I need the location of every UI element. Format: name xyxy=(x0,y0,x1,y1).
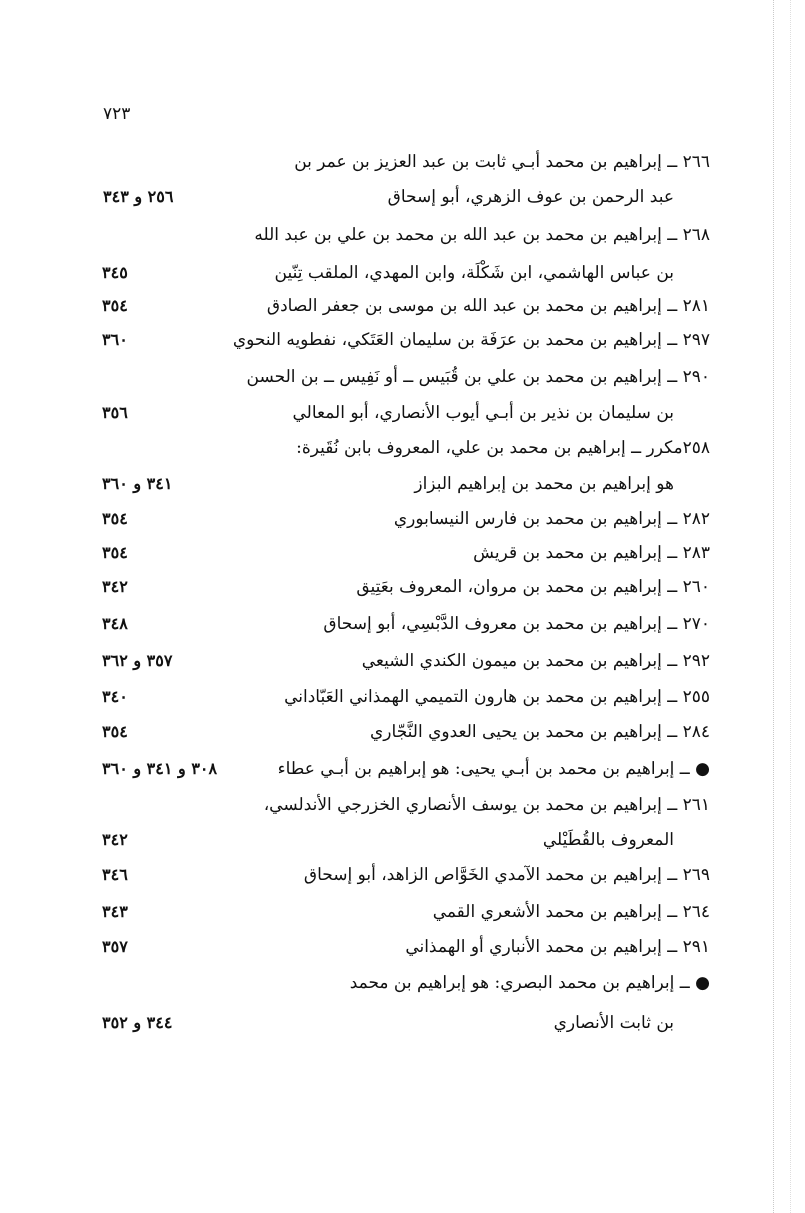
list-item xyxy=(100,220,710,254)
page-ref: ٣٤٠ xyxy=(102,687,128,706)
entry-text: ٢٦١ ــ إبراهيم بن محمد بن يوسف الأنصاري الخزرجي الأندلسي، xyxy=(263,795,710,815)
page-ref: ٢٥٦ و ٣٤٣ xyxy=(103,187,174,206)
page-ref: ٣٥٧ و ٣٦٢ xyxy=(102,651,173,670)
entry-text: ٢٨٢ ــ إبراهيم بن محمد بن فارس النيسابوري xyxy=(393,509,710,529)
page-ref: ٣٥٤ xyxy=(102,722,128,741)
page-ref: ٣٤٦ xyxy=(102,865,128,884)
entry-text: ٢٩٧ ــ إبراهيم بن محمد بن عرَفَة بن سليمان العَتَكي، نفطويه النحوي xyxy=(232,330,710,350)
list-item xyxy=(100,469,710,503)
page-ref: ٣٤٥ xyxy=(102,263,128,282)
list-item xyxy=(100,182,710,216)
page-ref: ٣٤٢ xyxy=(102,830,128,849)
page-ref: ٣٤٢ xyxy=(102,577,128,596)
entry-text: هو إبراهيم بن محمد بن إبراهيم البزاز xyxy=(414,474,674,494)
entry-text: ٢٨١ ــ إبراهيم بن محمد بن عبد الله بن موسى بن جعفر الصادق xyxy=(266,296,710,316)
list-item xyxy=(100,258,710,292)
entry-text: ٢٦٦ ــ إبراهيم بن محمد أبـي ثابت بن عبد العزيز بن عمر بن xyxy=(294,152,710,172)
page-ref: ٣٥٤ xyxy=(102,543,128,562)
list-item xyxy=(100,147,710,181)
list-item xyxy=(100,968,710,1002)
entry-text: ٢٨٣ ــ إبراهيم بن محمد بن قريش xyxy=(473,543,710,563)
list-item xyxy=(100,362,710,396)
page-number: ٧٢٣ xyxy=(103,104,131,124)
list-item xyxy=(100,325,710,359)
page-ref: ٣٠٨ و ٣٤١ و ٣٦٠ xyxy=(102,759,218,778)
page-ref: ٣٤٤ و ٣٥٢ xyxy=(102,1013,173,1032)
list-item xyxy=(100,932,710,966)
list-item xyxy=(100,433,710,467)
list-item xyxy=(100,398,710,432)
page-ref: ٣٥٤ xyxy=(102,296,128,315)
entry-text: ٢٦٤ ــ إبراهيم بن محمد الأشعري القمي xyxy=(432,902,710,922)
list-item xyxy=(100,897,710,931)
list-item xyxy=(100,754,710,788)
page-ref: ٣٥٧ xyxy=(102,937,128,956)
entry-text: عبد الرحمن بن عوف الزهري، أبو إسحاق xyxy=(387,187,674,207)
page-edge-line xyxy=(773,0,774,1213)
entry-text: ٢٦٠ ــ إبراهيم بن محمد بن مروان، المعروف بعَتِيق xyxy=(356,577,710,597)
entry-text: المعروف بالقُطَيْلي xyxy=(542,830,674,850)
entry-text: بن ثابت الأنصاري xyxy=(553,1013,674,1033)
page-ref: ٣٥٦ xyxy=(102,403,128,422)
page-ref: ٣٦٠ xyxy=(102,330,128,349)
list-item xyxy=(100,646,710,680)
list-item xyxy=(100,538,710,572)
page-ref: ٣٤٣ xyxy=(102,902,128,921)
list-item xyxy=(100,682,710,716)
entry-text: بن عباس الهاشمي، ابن شَكْلَة، وابن المهدي، الملقب تِنّين xyxy=(274,263,674,283)
entry-text: ٢٩١ ــ إبراهيم بن محمد الأنباري أو الهمذاني xyxy=(405,937,710,957)
entry-text: ٢٨٤ ــ إبراهيم بن محمد بن يحيى العدوي النَّجّاري xyxy=(370,722,710,742)
list-item xyxy=(100,790,710,824)
entry-text: ٢٧٠ ــ إبراهيم بن محمد بن معروف الدَّبْسِي، أبو إسحاق xyxy=(323,614,710,634)
list-item xyxy=(100,504,710,538)
entry-text: ٢٩٠ ــ إبراهيم بن محمد بن علي بن قُبَيس ــ أو نَفِيس ــ بن الحسن xyxy=(246,367,710,387)
list-item xyxy=(100,860,710,894)
list-item xyxy=(100,572,710,606)
entry-text: ٢٦٩ ــ إبراهيم بن محمد الآمدي الخَوَّاص الزاهد، أبو إسحاق xyxy=(303,865,710,885)
page-ref: ٣٤٨ xyxy=(102,614,128,633)
list-item xyxy=(100,609,710,643)
entry-text: ٢٦٨ ــ إبراهيم بن محمد بن عبد الله بن محمد بن علي بن عبد الله xyxy=(254,225,710,245)
list-item xyxy=(100,825,710,859)
entry-text: ● ــ إبراهيم بن محمد بن أبـي يحيى: هو إبراهيم بن أبـي عطاء xyxy=(277,759,710,779)
list-item xyxy=(100,1008,710,1042)
page-edge-line xyxy=(790,0,791,1213)
entry-text: بن سليمان بن نذير بن أبـي أيوب الأنصاري، أبو المعالي xyxy=(292,403,674,423)
page-ref: ٣٤١ و ٣٦٠ xyxy=(102,474,173,493)
entry-text: ● ــ إبراهيم بن محمد البصري: هو إبراهيم بن محمد xyxy=(349,973,710,993)
list-item xyxy=(100,291,710,325)
page-ref: ٣٥٤ xyxy=(102,509,128,528)
entry-text: ٢٥٨مكرر ــ إبراهيم بن محمد بن علي، المعروف بابن نُقَيرة: xyxy=(296,438,710,458)
entry-text: ٢٥٥ ــ إبراهيم بن محمد بن هارون التميمي الهمذاني العَبّاداني xyxy=(284,687,710,707)
entry-text: ٢٩٢ ــ إبراهيم بن محمد بن ميمون الكندي الشيعي xyxy=(361,651,710,671)
list-item xyxy=(100,717,710,751)
